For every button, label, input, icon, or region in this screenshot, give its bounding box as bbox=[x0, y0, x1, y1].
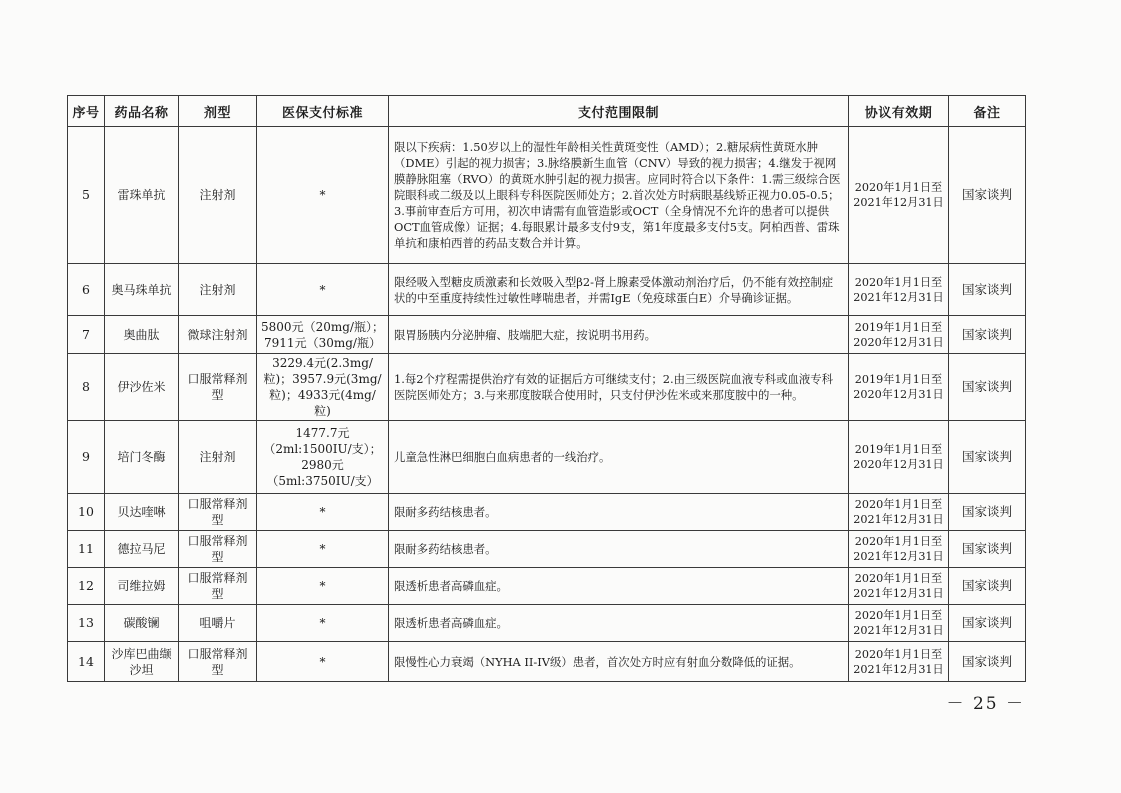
row-payment-standard: * bbox=[257, 568, 389, 605]
table-row bbox=[68, 354, 1026, 421]
table-row bbox=[68, 568, 1026, 605]
row-dosage-form: 口服常释剂型 bbox=[179, 354, 257, 421]
row-agreement-period bbox=[849, 264, 949, 316]
header-remark: 备注 bbox=[949, 96, 1026, 127]
row-seq: 11 bbox=[68, 531, 105, 568]
row-drug-name: 伊沙佐米 bbox=[105, 354, 179, 421]
row-remark: 国家谈判 bbox=[949, 494, 1026, 531]
row-drug-name: 碳酸镧 bbox=[105, 605, 179, 642]
row-payment-standard: * bbox=[257, 127, 389, 264]
row-dosage-form: 微球注射剂 bbox=[179, 316, 257, 354]
row-payment-scope: 限耐多药结核患者。 bbox=[389, 531, 849, 568]
table-row bbox=[68, 605, 1026, 642]
row-dosage-form: 注射剂 bbox=[179, 421, 257, 494]
row-payment-standard: 1477.7元（2ml:1500IU/支）；2980元（5ml:3750IU/支） bbox=[257, 421, 389, 494]
row-agreement-period bbox=[849, 354, 949, 421]
row-drug-name: 德拉马尼 bbox=[105, 531, 179, 568]
row-payment-standard: 3229.4元(2.3mg/粒)；3957.9元(3mg/粒)；4933元(4mg/粒) bbox=[257, 354, 389, 421]
table-body bbox=[68, 127, 1026, 682]
row-payment-scope: 限胃肠胰内分泌肿瘤、肢端肥大症，按说明书用药。 bbox=[389, 316, 849, 354]
row-seq: 9 bbox=[68, 421, 105, 494]
table-row bbox=[68, 264, 1026, 316]
row-dosage-form: 注射剂 bbox=[179, 264, 257, 316]
table-header-row bbox=[68, 96, 1026, 127]
period-start: 2020年1月1日至 bbox=[854, 535, 943, 548]
row-remark: 国家谈判 bbox=[949, 421, 1026, 494]
row-payment-scope: 限透析患者高磷血症。 bbox=[389, 605, 849, 642]
row-agreement-period bbox=[849, 316, 949, 354]
row-drug-name: 培门冬酶 bbox=[105, 421, 179, 494]
row-dosage-form: 口服常释剂型 bbox=[179, 494, 257, 531]
header-seq: 序号 bbox=[68, 96, 105, 127]
row-seq: 7 bbox=[68, 316, 105, 354]
row-payment-scope: 限经吸入型糖皮质激素和长效吸入型β2-肾上腺素受体激动剂治疗后，仍不能有效控制症状的中至重度持续性过敏性哮喘患者，并需IgE（免疫球蛋白E）介导确诊证据。 bbox=[389, 264, 849, 316]
drug-payment-table bbox=[67, 95, 1026, 682]
row-payment-scope: 限慢性心力衰竭（NYHA II-IV级）患者，首次处方时应有射血分数降低的证据。 bbox=[389, 642, 849, 682]
row-remark: 国家谈判 bbox=[949, 605, 1026, 642]
row-payment-scope: 限耐多药结核患者。 bbox=[389, 494, 849, 531]
table-row bbox=[68, 494, 1026, 531]
period-end: 2021年12月31日 bbox=[853, 662, 944, 676]
table-row bbox=[68, 316, 1026, 354]
header-payment-scope: 支付范围限制 bbox=[389, 96, 849, 127]
period-start: 2020年1月1日至 bbox=[854, 498, 943, 511]
row-payment-standard: * bbox=[257, 494, 389, 531]
period-end: 2020年12月31日 bbox=[853, 388, 944, 401]
row-remark: 国家谈判 bbox=[949, 264, 1026, 316]
row-seq: 8 bbox=[68, 354, 105, 421]
row-payment-standard: * bbox=[257, 531, 389, 568]
row-agreement-period bbox=[849, 531, 949, 568]
row-seq: 6 bbox=[68, 264, 105, 316]
row-dosage-form: 口服常释剂型 bbox=[179, 642, 257, 682]
row-payment-scope: 限以下疾病：1.50岁以上的湿性年龄相关性黄斑变性（AMD）；2.糖尿病性黄斑水肿（DME）引起的视力损害；3.脉络膜新生血管（CNV）导致的视力损害；4.继发于视网膜静脉阻塞（RVO）的黄斑水肿引起的视力损害。应同时符合以下条件：1.需三级综合医院眼科或二级及以上眼科专科医院医师处方；2.首次处方时病眼基线矫正视力0.05-0.5；3.事前审查后方可用，初次申请需有血管造影或OCT（全身情况不允许的患者可以提供OCT血管成像）证据；4.每眼累计最多支付9支，第1年度最多支付5支。阿柏西普、雷珠单抗和康柏西普的药品支数合并计算。 bbox=[389, 127, 849, 264]
row-drug-name: 雷珠单抗 bbox=[105, 127, 179, 264]
row-remark: 国家谈判 bbox=[949, 568, 1026, 605]
row-seq: 5 bbox=[68, 127, 105, 264]
page-number: － 25 － bbox=[946, 694, 1025, 714]
row-seq: 12 bbox=[68, 568, 105, 605]
period-end: 2021年12月31日 bbox=[853, 513, 944, 526]
table-row bbox=[68, 642, 1026, 682]
row-dosage-form: 口服常释剂型 bbox=[179, 568, 257, 605]
header-payment-standard: 医保支付标准 bbox=[257, 96, 389, 127]
row-dosage-form: 咀嚼片 bbox=[179, 605, 257, 642]
row-payment-standard: * bbox=[257, 642, 389, 682]
period-start: 2019年1月1日至 bbox=[854, 373, 943, 386]
row-seq: 14 bbox=[68, 642, 105, 682]
row-remark: 国家谈判 bbox=[949, 531, 1026, 568]
row-remark: 国家谈判 bbox=[949, 316, 1026, 354]
period-end: 2020年12月31日 bbox=[853, 335, 944, 349]
table-row bbox=[68, 421, 1026, 494]
period-end: 2021年12月31日 bbox=[853, 587, 944, 600]
period-start: 2020年1月1日至 bbox=[854, 647, 943, 661]
row-payment-standard: * bbox=[257, 264, 389, 316]
row-drug-name: 司维拉姆 bbox=[105, 568, 179, 605]
period-start: 2019年1月1日至 bbox=[854, 320, 943, 334]
period-end: 2020年12月31日 bbox=[853, 458, 944, 471]
row-dosage-form: 注射剂 bbox=[179, 127, 257, 264]
period-end: 2021年12月31日 bbox=[853, 290, 944, 304]
row-dosage-form: 口服常释剂型 bbox=[179, 531, 257, 568]
row-payment-scope: 1.每2个疗程需提供治疗有效的证据后方可继续支付；2.由三级医院血液专科或血液专科医院医师处方；3.与来那度胺联合使用时，只支付伊沙佐米或来那度胺中的一种。 bbox=[389, 354, 849, 421]
row-drug-name: 奥马珠单抗 bbox=[105, 264, 179, 316]
row-drug-name: 贝达喹啉 bbox=[105, 494, 179, 531]
row-seq: 10 bbox=[68, 494, 105, 531]
period-start: 2019年1月1日至 bbox=[854, 443, 943, 456]
period-end: 2021年12月31日 bbox=[853, 196, 944, 209]
row-payment-scope: 儿童急性淋巴细胞白血病患者的一线治疗。 bbox=[389, 421, 849, 494]
row-remark: 国家谈判 bbox=[949, 354, 1026, 421]
table-row bbox=[68, 531, 1026, 568]
table-row bbox=[68, 127, 1026, 264]
period-end: 2021年12月31日 bbox=[853, 550, 944, 563]
row-agreement-period bbox=[849, 127, 949, 264]
row-remark: 国家谈判 bbox=[949, 642, 1026, 682]
row-drug-name: 沙库巴曲缬沙坦 bbox=[105, 642, 179, 682]
period-start: 2020年1月1日至 bbox=[854, 609, 943, 622]
row-payment-standard: * bbox=[257, 605, 389, 642]
row-agreement-period bbox=[849, 642, 949, 682]
header-dosage-form: 剂型 bbox=[179, 96, 257, 127]
row-seq: 13 bbox=[68, 605, 105, 642]
row-drug-name: 奥曲肽 bbox=[105, 316, 179, 354]
row-agreement-period bbox=[849, 494, 949, 531]
period-start: 2020年1月1日至 bbox=[854, 572, 943, 585]
row-payment-standard: 5800元（20mg/瓶）；7911元（30mg/瓶） bbox=[257, 316, 389, 354]
row-agreement-period bbox=[849, 605, 949, 642]
header-agreement-period: 协议有效期 bbox=[849, 96, 949, 127]
row-remark: 国家谈判 bbox=[949, 127, 1026, 264]
period-end: 2021年12月31日 bbox=[853, 624, 944, 637]
period-start: 2020年1月1日至 bbox=[854, 181, 943, 194]
row-agreement-period bbox=[849, 421, 949, 494]
header-drug-name: 药品名称 bbox=[105, 96, 179, 127]
row-agreement-period bbox=[849, 568, 949, 605]
period-start: 2020年1月1日至 bbox=[854, 275, 943, 289]
row-payment-scope: 限透析患者高磷血症。 bbox=[389, 568, 849, 605]
